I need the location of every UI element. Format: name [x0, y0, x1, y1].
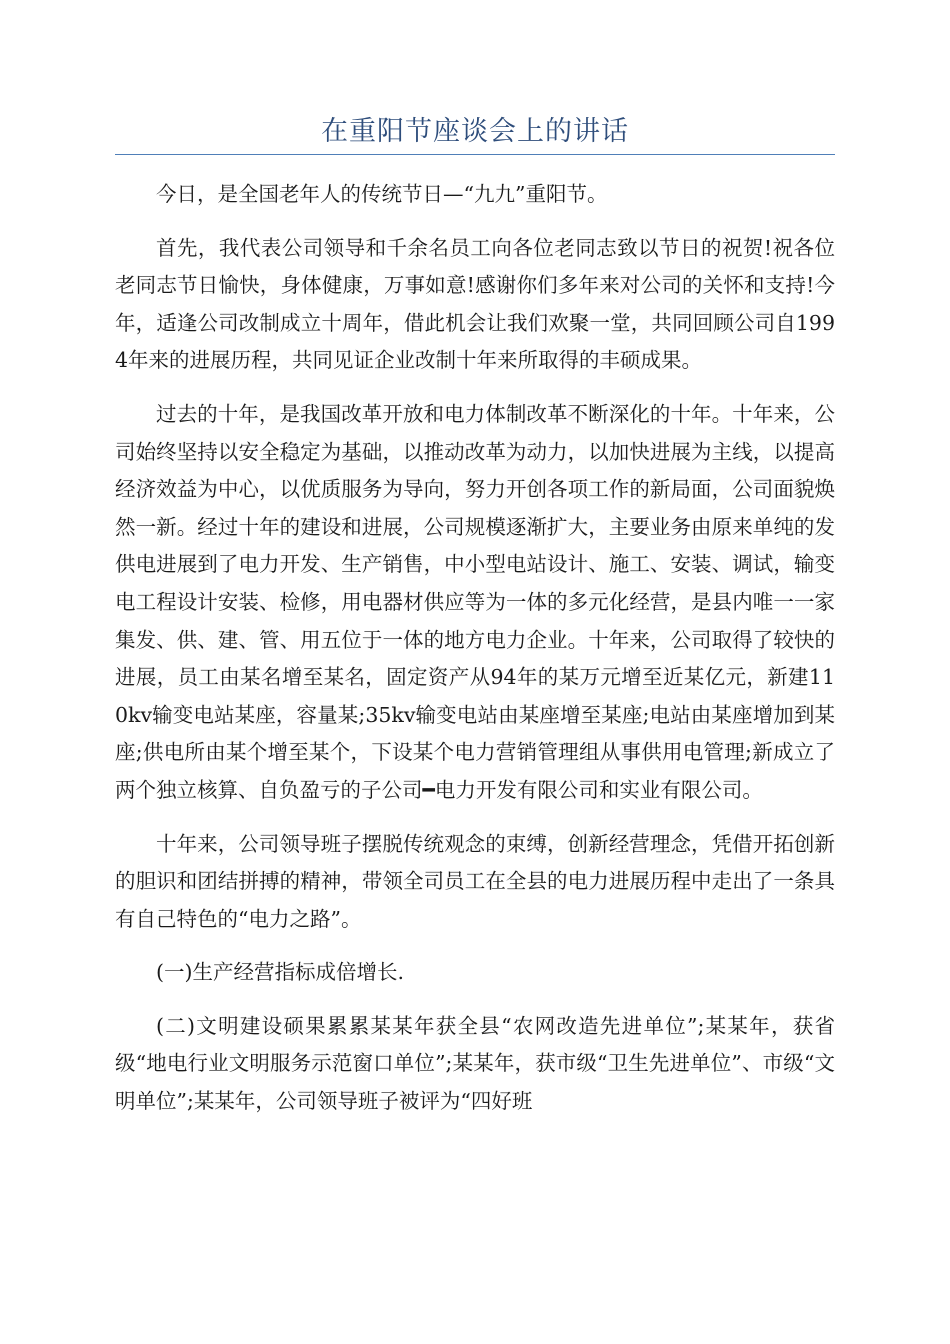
paragraph-3: 过去的十年，是我国改革开放和电力体制改革不断深化的十年。十年来，公司始终坚持以安全稳定为基础，以推动改革为动力，以加快进展为主线，以提高经济效益为中心，以优质服务为导向，努力开创各项工作的新局面，公司面貌焕然一新。经过十年的建设和进展，公司规模逐渐扩大，主要业务由原来单纯的发供电进展到了电力开发、生产销售，中小型电站设计、施工、安装、调试，输变电工程设计安装、检修，用电器材供应等为一体的多元化经营，是县内唯一一家集发、供、建、管、用五位于一体的地方电力企业。十年来，公司取得了较快的进展，员工由某名增至某名，固定资产从94年的某万元增至近某亿元，新建110kv输变电站某座，容量某;35kv输变电站由某座增至某座;电站由某座增加到某座;供电所由某个增至某个，下设某个电力营销管理组从事供用电管理;新成立了两个独立核算、自负盈亏的子公司━电力开发有限公司和实业有限公司。 — [115, 401, 835, 802]
document-body — [115, 176, 835, 1137]
paragraph-1: 今日，是全国老年人的传统节日—“九九”重阳节。 — [156, 182, 608, 206]
document-title: 在重阳节座谈会上的讲话 — [321, 116, 629, 147]
paragraph-4: 十年来，公司领导班子摆脱传统观念的束缚，创新经营理念，凭借开拓创新的胆识和团结拼搏的精神，带领全司员工在全县的电力进展历程中走出了一条具有自己特色的“电力之路”。 — [115, 831, 835, 931]
paragraph-2: 首先，我代表公司领导和千余名员工向各位老同志致以节日的祝贺!祝各位老同志节日愉快，身体健康，万事如意!感谢你们多年来对公司的关怀和支持!今年，适逢公司改制成立十周年，借此机会让我们欢聚一堂，共同回顾公司自1994年来的进展历程，共同见证企业改制十年来所取得的丰硕成果。 — [115, 235, 835, 373]
paragraph-6: (二)文明建设硕果累累某某年获全县“农网改造先进单位”;某某年，获省级“地电行业文明服务示范窗口单位”;某某年，获市级“卫生先进单位”、市级“文明单位”;某某年，公司领导班子被评为“四好班 — [115, 1013, 835, 1114]
paragraph-5: (一)生产经营指标成倍增长. — [156, 960, 405, 985]
title-underline — [115, 154, 835, 155]
